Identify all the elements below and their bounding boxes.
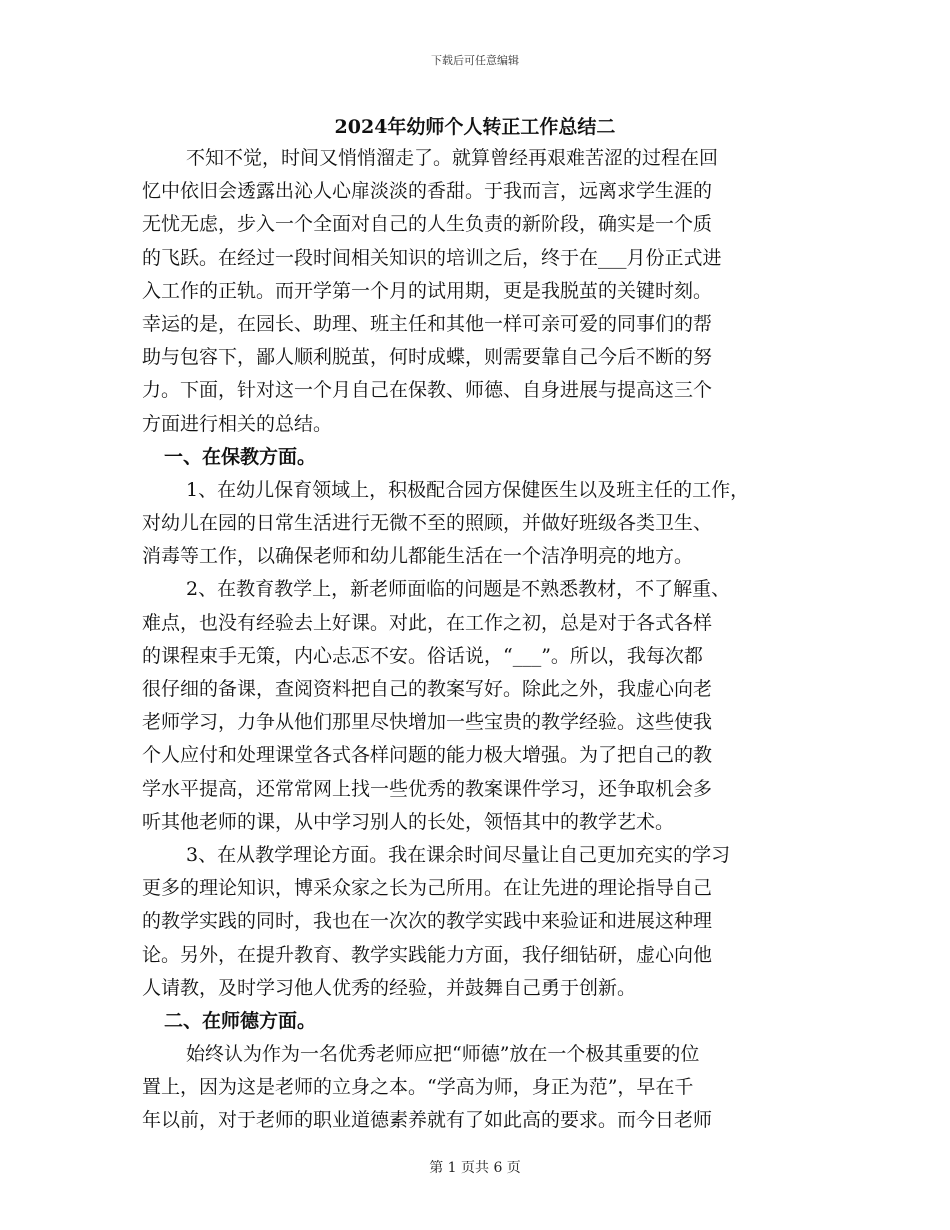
paragraph-line: 更多的理论知识，博采众家之长为己所用。在让先进的理论指导自己: [142, 877, 713, 900]
paragraph-line: 置上，因为这是老师的立身之本。“学高为师，身正为范”，早在千: [142, 1076, 694, 1099]
paragraph-line: 消毒等工作，以确保老师和幼儿都能生活在一个洁净明亮的地方。: [142, 545, 694, 568]
paragraph-line: 助与包容下，鄙人顺利脱茧，何时成蝶，则需要靠自己今后不断的努: [142, 346, 713, 369]
paragraph-line: 幸运的是，在园长、助理、班主任和其他一样可亲可爱的同事们的帮: [142, 312, 713, 335]
paragraph-line: 不知不觉，时间又悄悄溜走了。就算曾经再艰难苦涩的过程在回: [186, 147, 719, 169]
document-title: 2024年幼师个人转正工作总结二: [334, 116, 616, 138]
paragraph-line: 的课程束手无策，内心忐忑不安。俗话说，“___”。所以，我每次都: [142, 644, 703, 667]
paragraph-line: 2、在教育教学上，新老师面临的问题是不熟悉教材，不了解重、: [186, 578, 731, 601]
paragraph-line: 很仔细的备课，查阅资料把自己的教案写好。除此之外，我虚心向老: [142, 678, 713, 700]
paragraph-line: 的教学实践的同时，我也在一次次的教学实践中来验证和进展这种理: [142, 910, 713, 933]
paragraph-line: 人请教，及时学习他人优秀的经验，并鼓舞自己勇于创新。: [142, 976, 637, 999]
paragraph-line: 个人应付和处理课堂各式各样问题的能力极大增强。为了把自己的教: [142, 744, 713, 767]
paragraph-line: 论。另外，在提升教育、教学实践能力方面，我仔细钻研，虚心向他: [142, 943, 713, 966]
paragraph-line: 对幼儿在园的日常生活进行无微不至的照顾，并做好班级各类卫生、: [142, 512, 713, 535]
paragraph-line: 忆中依旧会透露出沁人心扉淡淡的香甜。于我而言，远离求学生涯的: [142, 180, 713, 203]
paragraph-line: 的飞跃。在经过一段时间相关知识的培训之后，终于在___月份正式进: [142, 246, 722, 269]
paragraph-line: 入工作的正轨。而开学第一个月的试用期，更是我脱茧的关键时刻。: [142, 279, 713, 302]
page-header-note: 下载后可任意编辑: [431, 54, 519, 67]
page-number: 第 1 页共 6 页: [429, 1160, 521, 1176]
paragraph-line: 无忧无虑，步入一个全面对自己的人生负责的新阶段，确实是一个质: [142, 213, 713, 236]
paragraph-line: 始终认为作为一名优秀老师应把“师德”放在一个极其重要的位: [186, 1043, 700, 1066]
section-heading: 二、在师德方面。: [164, 1009, 317, 1032]
paragraph-line: 听其他老师的课，从中学习别人的长处，领悟其中的教学艺术。: [142, 810, 675, 833]
paragraph-line: 学水平提高，还常常网上找一些优秀的教案课件学习，还争取机会多: [142, 777, 713, 800]
paragraph-line: 3、在从教学理论方面。我在课余时间尽量让自己更加充实的学习: [186, 843, 731, 866]
paragraph-line: 力。下面，针对这一个月自己在保教、师德、自身进展与提高这三个: [142, 379, 713, 402]
paragraph-line: 1、在幼儿保育领域上，积极配合园方保健医生以及班主任的工作，: [186, 478, 750, 501]
section-heading: 一、在保教方面。: [164, 445, 317, 468]
document-body: [142, 142, 810, 1138]
paragraph-line: 难点，也没有经验去上好课。对此，在工作之初，总是对于各式各样: [142, 611, 713, 634]
paragraph-line: 老师学习，力争从他们那里尽快增加一些宝贵的教学经验。这些使我: [142, 711, 713, 734]
paragraph-line: 方面进行相关的总结。: [142, 412, 333, 435]
paragraph-line: 年以前，对于老师的职业道德素养就有了如此高的要求。而今日老师: [142, 1109, 713, 1132]
